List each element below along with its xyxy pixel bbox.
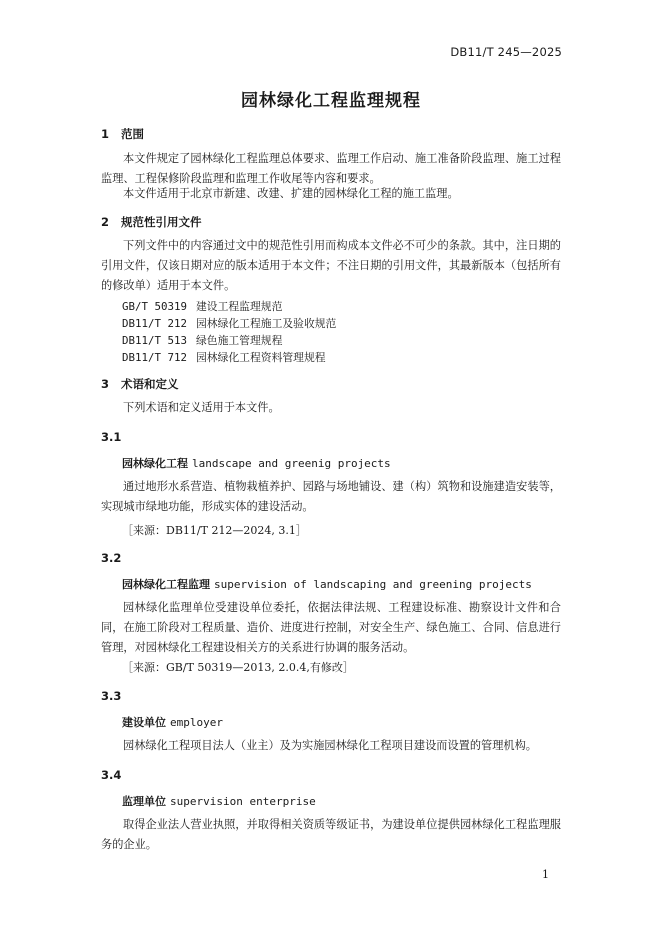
term-number: 3.2 [101,551,122,565]
term-number: 3.3 [101,689,122,703]
section-title: 范围 [121,127,144,141]
term-english: supervision of landscaping and greening projects [214,578,532,591]
term-heading [122,714,582,730]
term-heading [122,793,582,809]
page-number: 1 [542,868,549,881]
term-definition: 园林绿化监理单位受建设单位委托，依据法律法规、工程建设标准、勘察设计文件和合同，在施工阶段对工程质量、造价、进度进行控制，对安全生产、绿色施工、合同、信息进行管理，对园林绿化工程建设相关方的关系进行协调的服务活动。 [101,601,561,654]
term-number: 3.1 [101,430,122,444]
section-title: 规范性引用文件 [121,215,202,229]
term-definition: 取得企业法人营业执照，并取得相关资质等级证书，为建设单位提供园林绿化工程监理服务的企业。 [101,818,561,851]
section-2-heading [101,214,561,230]
section-number: 2 [101,215,110,229]
reference-name: 绿色施工管理规程 [196,334,283,347]
reference-code: GB/T 50319 [122,300,188,313]
term-heading [122,576,582,592]
term-chinese: 园林绿化工程监理 [122,578,210,591]
term-heading [122,455,582,471]
section-number: 1 [101,127,110,141]
section-2-paragraph-1: 下列文件中的内容通过文中的规范性引用而构成本文件必不可少的条款。其中，注日期的引用文件，仅该日期对应的版本适用于本文件；不注日期的引用文件，其最新版本（包括所有的修改单）适用于本文件。 [101,239,561,292]
reference-item [122,349,582,367]
term-number: 3.4 [101,768,122,782]
section-3-heading [101,376,561,392]
reference-name: 园林绿化工程施工及验收规范 [196,317,337,330]
term-source: ［来源：GB/T 50319—2013, 2.0.4,有修改］ [122,661,354,674]
reference-item [122,298,582,316]
document-title: 园林绿化工程监理规程 [241,91,421,111]
reference-name: 园林绿化工程资料管理规程 [196,351,326,364]
section-title: 术语和定义 [121,377,179,391]
section-1-heading [101,126,561,142]
term-definition: 通过地形水系营造、植物栽植养护、园路与场地铺设、建（构）筑物和设施建造安装等，实现城市绿地功能，形成实体的建设活动。 [101,480,561,513]
section-number: 3 [101,377,110,391]
section-3-intro: 下列术语和定义适用于本文件。 [123,401,280,414]
reference-code: DB11/T 212 [122,317,188,330]
reference-code: DB11/T 513 [122,334,188,347]
section-1-paragraph-2: 本文件适用于北京市新建、改建、扩建的园林绿化工程的施工监理。 [123,187,459,200]
term-source: ［来源：DB11/T 212—2024, 3.1］ [122,524,307,537]
section-1-paragraph-1: 本文件规定了园林绿化工程监理总体要求、监理工作启动、施工准备阶段监理、施工过程监理、工程保修阶段监理和监理工作收尾等内容和要求。 [101,152,561,185]
reference-item [122,315,582,333]
reference-code: DB11/T 712 [122,351,188,364]
term-english: landscape and greenig projects [192,457,391,470]
term-english: employer [170,716,223,729]
term-english: supervision enterprise [170,795,316,808]
document-code: DB11/T 245—2025 [450,45,562,59]
term-chinese: 建设单位 [122,716,166,729]
term-chinese: 园林绿化工程 [122,457,188,470]
term-definition: 园林绿化工程项目法人（业主）及为实施园林绿化工程项目建设而设置的管理机构。 [123,739,537,752]
reference-item [122,332,582,350]
reference-name: 建设工程监理规范 [196,300,283,313]
term-chinese: 监理单位 [122,795,166,808]
